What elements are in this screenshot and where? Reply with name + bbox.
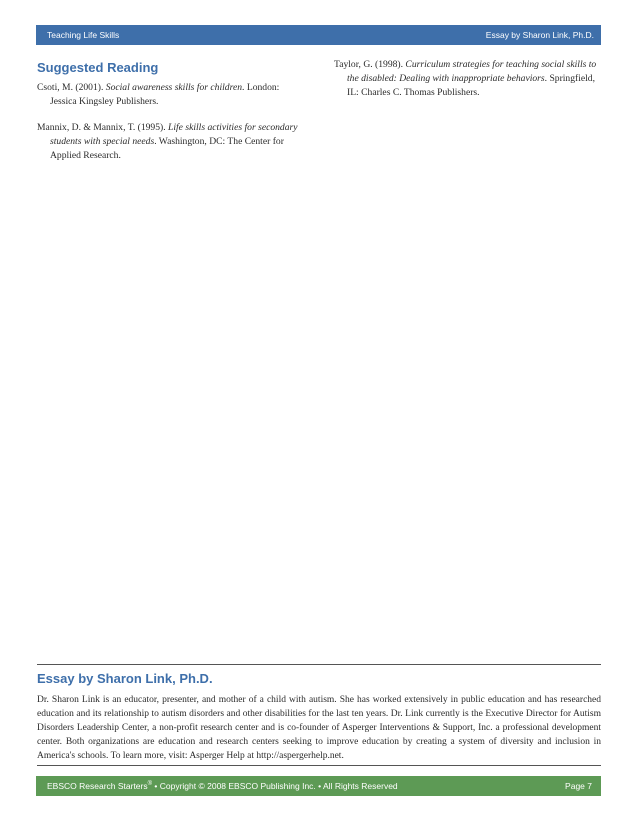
right-column	[334, 58, 602, 112]
ref-publisher: . Springfield, IL: Charles C. Thomas Publishers.	[347, 73, 596, 98]
ref-publisher: . London: Jessica Kingsley Publishers.	[50, 82, 280, 107]
ref-title: Curriculum strategies for teaching social skills to the disabled: Dealing with inappropriate behaviors	[347, 59, 597, 84]
ref-author: Csoti, M. (2001).	[37, 82, 106, 93]
footer-brand: EBSCO Research Starters	[47, 781, 148, 791]
page-footer-bar	[36, 776, 601, 796]
footer-reg-mark: ®	[147, 781, 153, 788]
page-number: Page 7	[565, 781, 592, 791]
footer-divider	[37, 765, 601, 766]
bio-heading: Essay by Sharon Link, Ph.D.	[37, 671, 213, 686]
ref-author: Taylor, G. (1998).	[334, 59, 406, 70]
reference-item	[37, 81, 307, 109]
section-divider	[37, 664, 601, 665]
ref-title: Social awareness skills for children	[105, 82, 243, 93]
bio-paragraph: Dr. Sharon Link is an educator, presenter, and mother of a child with autism. She has worked extensively in public education and has researched education and its relationship to autism disorders and other disabilities for the last ten years. Dr. Link currently is the Executive Director for Autism Disorders Leadership Center, a non-profit research center and is co-founder of Asperger Interventions & Support, Inc. a professional development center. Both organizations are education and research centers seeking to improve education by creating a system of diversity and inclusion in America's schools. To learn more, visit: Asperger Help at http://aspergerhelp.net.	[37, 695, 601, 761]
reference-item	[37, 121, 307, 163]
header-right-text: Essay by Sharon Link, Ph.D.	[485, 30, 594, 40]
footer-rights: • Copyright © 2008 EBSCO Publishing Inc. • All Rights Reserved	[152, 781, 398, 791]
page-header-bar	[36, 25, 601, 45]
suggested-reading-heading: Suggested Reading	[37, 60, 159, 75]
ref-author: Mannix, D. & Mannix, T. (1995).	[37, 122, 169, 133]
footer-copyright	[47, 781, 398, 791]
header-left-text: Teaching Life Skills	[47, 30, 120, 40]
left-column	[37, 58, 307, 175]
ref-title: Life skills activities for secondary students with special needs	[50, 122, 298, 147]
reference-item	[334, 58, 602, 100]
ref-publisher: . Washington, DC: The Center for Applied Research.	[50, 136, 284, 161]
